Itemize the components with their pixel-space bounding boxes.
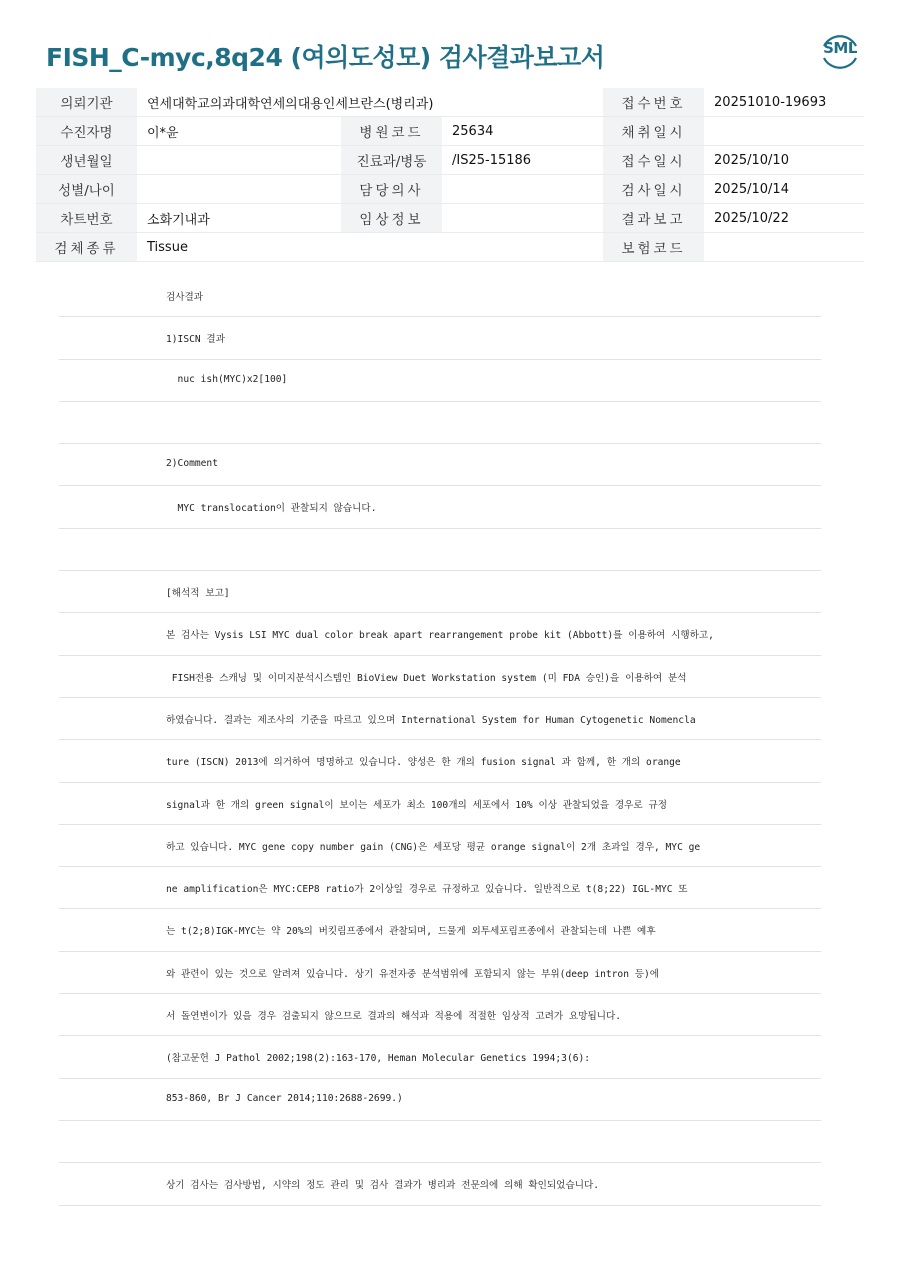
info-row [36, 175, 864, 204]
hospital-code-label: 병원코드 [341, 117, 442, 146]
report-line [59, 571, 821, 613]
specimen-type-label: 검체종류 [36, 233, 137, 262]
clinical-info-value [442, 204, 603, 233]
requesting-institution-label: 의뢰기관 [36, 88, 137, 117]
report-body [59, 275, 821, 1206]
chart-number-label: 차트번호 [36, 204, 137, 233]
report-line [59, 740, 821, 782]
report-line [59, 486, 821, 528]
patient-name-value: 이*윤 [137, 117, 341, 146]
report-line [59, 1036, 821, 1078]
report-line-text: 하였습니다. 결과는 제조사의 기준을 따르고 있으며 International System for Human Cytogenetic Nomencla [166, 714, 696, 726]
report-line-text: 본 검사는 Vysis LSI MYC dual color break apart rearrangement probe kit (Abbott)를 이용하여 시행하고, [166, 630, 714, 642]
report-line-text: [해석적 보고] [166, 588, 230, 600]
birth-date-label: 생년월일 [36, 146, 137, 175]
report-line [59, 402, 821, 444]
report-line-text: nuc ish(MYC)x2[100] [166, 373, 288, 385]
info-row [36, 88, 864, 117]
birth-date-value [137, 146, 341, 175]
report-line [59, 613, 821, 655]
report-line-text: (참고문헌 J Pathol 2002;198(2):163-170, Heman Molecular Genetics 1994;3(6): [166, 1053, 591, 1065]
report-line-text: 상기 검사는 검사방법, 시약의 정도 관리 및 검사 결과가 병리과 전문의에 의해 확인되었습니다. [166, 1180, 600, 1192]
hospital-code-value: 25634 [442, 117, 603, 146]
insurance-code-value [704, 233, 864, 262]
report-line-text: 는 t(2;8)IGK-MYC는 약 20%의 버킷림프종에서 관찰되며, 드물게 외투세포림프종에서 관찰되는데 나쁜 예후 [166, 926, 656, 938]
report-line-text: 853-860, Br J Cancer 2014;110:2688-2699.) [166, 1092, 403, 1104]
report-line [59, 656, 821, 698]
sex-age-label: 성별/나이 [36, 175, 137, 204]
attending-physician-value [442, 175, 603, 204]
report-line [59, 317, 821, 359]
report-line [59, 783, 821, 825]
chart-number-value: 소화기내과 [137, 204, 341, 233]
report-line-text: 2)Comment [166, 458, 218, 470]
result-report-value: 2025/10/22 [704, 204, 864, 233]
report-line-text: ne amplification은 MYC:CEP8 ratio가 2이상일 경우로 규정하고 있습니다. 일반적으로 t(8;22) IGL-MYC 또 [166, 884, 688, 896]
info-row [36, 146, 864, 175]
report-line-text: FISH전용 스캐닝 및 이미지분석시스템인 BioView Duet Workstation system (미 FDA 승인)을 이용하여 분석 [166, 672, 687, 684]
report-line [59, 867, 821, 909]
info-row [36, 233, 864, 262]
test-date-value: 2025/10/14 [704, 175, 864, 204]
sex-age-value [137, 175, 341, 204]
test-date-label: 검사일시 [603, 175, 704, 204]
report-line-text: MYC translocation이 관찰되지 않습니다. [166, 503, 377, 515]
report-line [59, 275, 821, 317]
info-row [36, 204, 864, 233]
report-line-text: 검사결과 [166, 292, 204, 303]
report-line [59, 1163, 821, 1205]
report-line [59, 825, 821, 867]
report-line-text: 하고 있습니다. MYC gene copy number gain (CNG)은 세포당 평균 orange signal이 2개 초과일 경우, MYC ge [166, 841, 701, 853]
department-ward-value: /IS25-15186 [442, 146, 603, 175]
patient-info-table [36, 88, 864, 262]
report-line-text: ture (ISCN) 2013에 의거하여 명명하고 있습니다. 양성은 한 개의 fusion signal 과 함께, 한 개의 orange [166, 757, 681, 769]
accession-number-label: 접수번호 [603, 88, 704, 117]
report-line-text: 서 돌연변이가 있을 경우 검출되지 않으므로 결과의 해석과 적용에 적절한 임상적 고려가 요망됩니다. [166, 1011, 622, 1023]
report-line [59, 994, 821, 1036]
attending-physician-label: 담당의사 [341, 175, 442, 204]
logo-text: SML [823, 39, 857, 57]
sml-logo [818, 30, 862, 74]
info-row [36, 117, 864, 146]
report-line [59, 1079, 821, 1121]
report-line [59, 444, 821, 486]
specimen-type-value: Tissue [137, 233, 603, 262]
report-title: FISH_C-myc,8q24 (여의도성모) 검사결과보고서 [46, 43, 605, 72]
accession-number-value: 20251010-19693 [704, 88, 864, 117]
patient-name-label: 수진자명 [36, 117, 137, 146]
report-line [59, 698, 821, 740]
report-line [59, 1121, 821, 1163]
insurance-code-label: 보험코드 [603, 233, 704, 262]
report-line [59, 952, 821, 994]
clinical-info-label: 임상정보 [341, 204, 442, 233]
receipt-date-value: 2025/10/10 [704, 146, 864, 175]
collection-date-label: 채취일시 [603, 117, 704, 146]
collection-date-value [704, 117, 864, 146]
report-line [59, 529, 821, 571]
report-line [59, 360, 821, 402]
report-line [59, 909, 821, 951]
department-ward-label: 진료과/병동 [341, 146, 442, 175]
requesting-institution-value: 연세대학교의과대학연세의대용인세브란스(병리과) [137, 88, 603, 117]
report-line-text: 1)ISCN 결과 [166, 334, 225, 346]
receipt-date-label: 접수일시 [603, 146, 704, 175]
report-line-text: signal과 한 개의 green signal이 보이는 세포가 최소 100개의 세포에서 10% 이상 관찰되었을 경우로 규정 [166, 799, 668, 811]
report-line-text: 와 관련이 있는 것으로 알려져 있습니다. 상기 유전자중 분석범위에 포함되지 않는 부위(deep intron 등)에 [166, 968, 660, 980]
result-report-label: 결과보고 [603, 204, 704, 233]
